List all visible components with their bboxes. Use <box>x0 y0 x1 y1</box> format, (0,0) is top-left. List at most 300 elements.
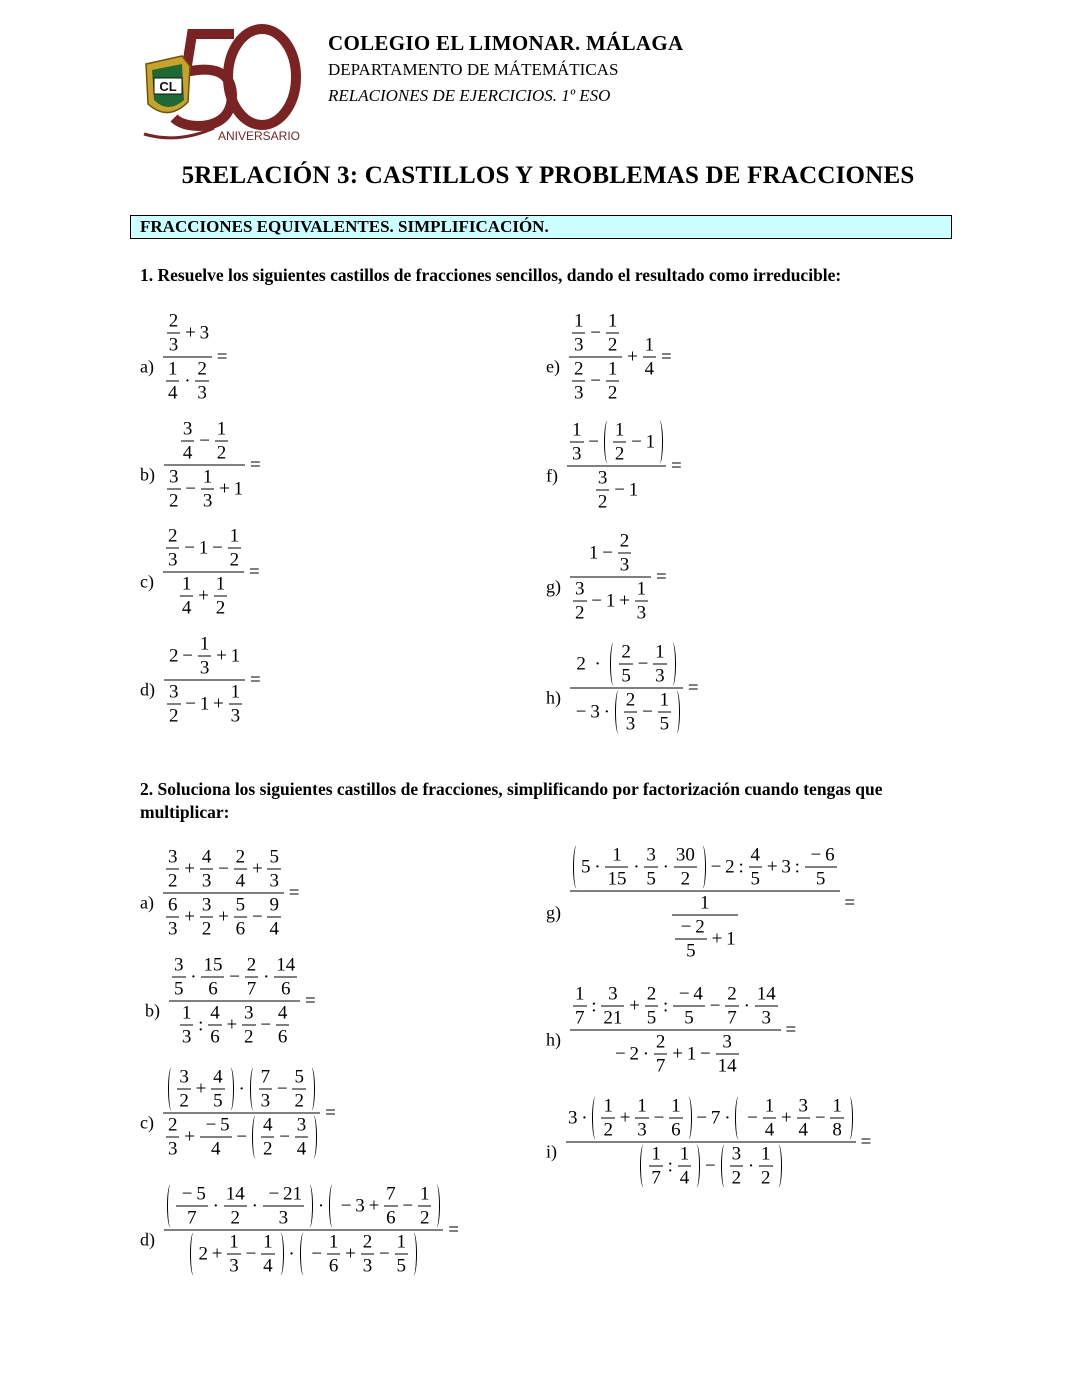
denominator <box>181 442 195 464</box>
math-sequence <box>231 706 241 727</box>
fraction <box>618 531 632 576</box>
math-sequence <box>166 467 243 512</box>
denominator <box>643 358 657 380</box>
denominator <box>395 1255 409 1277</box>
denominator <box>570 1031 781 1077</box>
math-text: 3 <box>625 713 636 735</box>
math-sequence <box>208 979 218 1000</box>
fraction <box>619 642 633 687</box>
fraction <box>295 1115 309 1160</box>
math-sequence <box>294 1091 304 1112</box>
page-title: 5RELACIÓN 3: CASTILLOS Y PROBLEMAS DE FRACCIONES <box>181 162 915 189</box>
left-parenthesis <box>190 1233 197 1276</box>
math-text: − <box>705 995 725 1017</box>
numerator <box>166 895 180 918</box>
math-text: 3 <box>201 894 212 916</box>
fraction <box>200 895 214 940</box>
math-text: 3 <box>181 1026 192 1048</box>
math-sequence <box>178 1184 206 1205</box>
parenthesized-group <box>167 1184 313 1229</box>
math-text: 5 <box>646 1007 657 1029</box>
math-text: 1 <box>328 1231 339 1253</box>
fraction <box>166 359 180 404</box>
math-text: 4 <box>181 597 192 619</box>
exercise-label: h) <box>546 1029 561 1050</box>
math-sequence <box>647 984 657 1005</box>
math-sequence <box>329 1256 339 1277</box>
left-parenthesis <box>735 1097 742 1140</box>
math-sequence <box>203 491 213 512</box>
numerator <box>201 955 224 978</box>
math-text: 2 <box>244 1026 254 1048</box>
numerator <box>619 642 633 665</box>
denominator <box>259 1090 273 1112</box>
math-sequence <box>236 871 246 892</box>
math-sequence <box>169 706 179 727</box>
math-sequence <box>263 1139 273 1160</box>
math-text: 2 <box>169 490 179 512</box>
numerator <box>606 311 620 334</box>
math-text: 2 <box>201 918 212 940</box>
fraction <box>274 955 297 1000</box>
math-sequence <box>229 1256 239 1277</box>
math-text: + <box>615 1107 635 1129</box>
denominator <box>166 549 180 571</box>
math-text: 7 <box>246 978 257 1000</box>
math-text: 5 <box>213 1090 223 1112</box>
denominator <box>673 1007 705 1029</box>
math-expression <box>569 531 670 624</box>
right-parenthesis <box>669 643 676 686</box>
fraction <box>164 1184 443 1277</box>
math-sequence <box>575 603 585 624</box>
math-sequence <box>297 1139 307 1160</box>
numerator <box>224 1184 247 1207</box>
logo-badge-text: CL <box>159 79 177 94</box>
document-subtitle: RELACIONES DE EJERCICIOS. 1º ESO <box>328 86 611 105</box>
denominator <box>166 382 180 404</box>
numerator <box>208 1003 222 1026</box>
math-text: 6 <box>277 1026 288 1048</box>
denominator <box>418 1207 432 1229</box>
math-text: 1 <box>575 983 585 1005</box>
math-sequence <box>612 845 622 866</box>
math-text: − 1 + <box>587 590 634 612</box>
math-sequence <box>569 531 670 624</box>
math-sequence <box>765 1120 775 1141</box>
math-text: 2 <box>246 954 257 976</box>
denominator <box>675 940 707 962</box>
fraction <box>198 634 212 679</box>
fraction <box>166 1115 180 1160</box>
numerator <box>635 1096 649 1119</box>
fraction <box>208 1003 222 1048</box>
math-text: 1 <box>216 418 227 440</box>
math-sequence <box>621 642 631 663</box>
fraction <box>572 359 586 404</box>
fraction <box>654 1032 668 1077</box>
math-sequence <box>572 579 649 624</box>
numerator <box>395 1232 409 1255</box>
logo-caption-text: ANIVERSARIO <box>218 129 301 143</box>
fraction <box>201 955 224 1000</box>
numerator <box>572 311 586 334</box>
denominator <box>716 1055 739 1077</box>
math-text: + <box>777 1107 796 1129</box>
denominator <box>674 868 697 890</box>
exercise-label: d) <box>140 679 155 700</box>
math-text: 3 <box>202 490 213 512</box>
math-sequence <box>574 383 584 404</box>
math-text: = <box>212 346 232 368</box>
fraction <box>245 955 259 1000</box>
denominator <box>274 978 297 1000</box>
denominator <box>635 602 649 624</box>
denominator <box>755 1007 778 1029</box>
math-text: = <box>652 566 671 588</box>
right-parenthesis <box>410 1233 417 1276</box>
math-text: = <box>856 1131 876 1153</box>
numerator <box>643 335 657 358</box>
math-text: − <box>811 1107 830 1129</box>
math-sequence <box>182 598 192 619</box>
math-sequence <box>727 984 737 1005</box>
math-text: : <box>194 1014 208 1036</box>
fraction <box>259 1067 273 1112</box>
fraction <box>570 642 683 735</box>
math-text: = <box>246 669 265 691</box>
math-sequence <box>623 690 672 735</box>
math-sequence <box>615 420 625 441</box>
numerator <box>267 895 281 918</box>
math-text: 2 <box>619 530 630 552</box>
fraction <box>601 984 624 1029</box>
math-text: 4 <box>269 918 279 940</box>
denominator <box>384 1207 398 1229</box>
numerator <box>573 984 587 1007</box>
numerator <box>166 847 180 870</box>
numerator <box>276 1003 290 1026</box>
math-sequence <box>189 1232 418 1277</box>
denominator <box>572 334 586 356</box>
numerator <box>166 1115 180 1138</box>
numerator <box>181 419 195 442</box>
parenthesized-group <box>252 1115 317 1160</box>
fraction <box>361 1232 375 1277</box>
math-sequence <box>832 1120 842 1141</box>
school-name: COLEGIO EL LIMONAR. MÁLAGA <box>328 31 684 55</box>
denominator <box>749 868 763 890</box>
parenthesized-group <box>573 845 706 890</box>
math-sequence <box>799 1120 809 1141</box>
numerator <box>635 579 649 602</box>
fraction <box>166 526 180 571</box>
exercise-1e <box>546 311 675 404</box>
math-sequence <box>180 419 229 464</box>
denominator <box>228 549 242 571</box>
math-sequence <box>751 845 761 866</box>
fraction <box>211 1067 225 1112</box>
math-sequence <box>575 984 585 1005</box>
numerator <box>163 311 212 358</box>
math-sequence <box>308 1232 409 1277</box>
denominator <box>570 892 840 962</box>
math-text: + <box>341 1243 360 1265</box>
fraction <box>645 984 659 1029</box>
fraction <box>261 1232 275 1277</box>
numerator <box>384 1184 398 1207</box>
numerator <box>274 955 297 978</box>
right-parenthesis <box>433 1185 440 1228</box>
math-text: 3 <box>278 1207 289 1229</box>
denominator <box>672 916 738 962</box>
left-parenthesis <box>250 1068 257 1111</box>
math-text: = <box>301 990 320 1012</box>
math-sequence <box>620 531 630 552</box>
denominator <box>163 358 212 404</box>
math-text: 4 <box>201 846 212 868</box>
math-text: 6 <box>210 1026 220 1048</box>
exercise-1d <box>140 634 264 727</box>
math-expression <box>163 1184 463 1277</box>
fraction <box>601 1096 615 1141</box>
fraction <box>624 690 638 735</box>
exercise-label: f) <box>546 465 558 486</box>
parenthesized-group <box>615 690 680 735</box>
math-text: 2 + <box>198 1243 227 1265</box>
math-text: 2 · <box>576 653 610 675</box>
denominator <box>167 705 181 727</box>
denominator <box>658 713 672 735</box>
fraction <box>635 1096 649 1141</box>
math-sequence <box>179 1067 189 1088</box>
right-parenthesis <box>685 1097 692 1140</box>
denominator <box>725 1007 739 1029</box>
math-text: 3 <box>167 846 178 868</box>
math-text: 3 <box>230 705 241 727</box>
math-text: 3 <box>636 602 647 624</box>
left-parenthesis <box>615 691 622 734</box>
math-sequence <box>276 955 295 976</box>
math-text: = <box>781 1019 801 1041</box>
math-text: − 7 · <box>692 1107 735 1129</box>
denominator <box>644 868 658 890</box>
denominator <box>261 1255 275 1277</box>
math-sequence <box>169 491 179 512</box>
denominator <box>654 1055 668 1077</box>
denominator <box>227 1255 241 1277</box>
math-sequence <box>684 1008 694 1029</box>
exercise-2d <box>140 1184 463 1277</box>
numerator <box>605 845 628 868</box>
numerator <box>730 1144 744 1167</box>
math-sequence <box>603 1096 613 1117</box>
left-parenthesis <box>604 421 611 464</box>
numerator <box>572 359 586 382</box>
math-sequence <box>162 311 231 404</box>
math-sequence <box>655 666 665 687</box>
math-sequence <box>197 383 207 404</box>
math-text: 14 <box>225 1183 245 1205</box>
math-text: 7 <box>260 1066 271 1088</box>
math-sequence <box>832 1096 842 1117</box>
math-sequence <box>568 311 675 404</box>
math-text: 1 <box>167 358 178 380</box>
math-text: 6 <box>328 1255 339 1277</box>
math-text: 4 <box>764 1119 775 1141</box>
exercise-label: i) <box>546 1141 557 1162</box>
math-text: 5 <box>684 1007 694 1029</box>
math-text: 9 <box>269 894 279 916</box>
denominator <box>596 491 610 513</box>
numerator <box>201 467 215 490</box>
numerator <box>172 955 186 978</box>
math-sequence <box>615 444 625 465</box>
math-text: : <box>587 995 601 1017</box>
math-text: 2 <box>419 1207 430 1229</box>
exercise-2h <box>546 984 800 1077</box>
math-sequence <box>637 1120 647 1141</box>
denominator <box>167 334 181 356</box>
math-text: 1 <box>603 1095 613 1117</box>
math-text: − <box>638 701 657 723</box>
denominator <box>613 443 627 465</box>
numerator <box>198 634 212 657</box>
left-parenthesis <box>640 1145 647 1188</box>
math-text: 3 <box>169 681 179 703</box>
fraction <box>566 1096 856 1189</box>
math-text: + <box>180 1126 199 1148</box>
numerator <box>215 419 229 442</box>
math-sequence <box>651 1168 661 1189</box>
math-expression <box>568 311 675 404</box>
math-sequence <box>163 419 264 512</box>
math-text: 1 <box>832 1095 842 1117</box>
math-sequence <box>608 359 618 380</box>
math-text: 5 · <box>581 856 605 878</box>
math-sequence <box>572 845 838 890</box>
denominator <box>200 870 214 892</box>
math-text: 3 <box>201 870 212 892</box>
denominator <box>606 334 620 356</box>
numerator <box>763 1096 777 1119</box>
math-text: 2 <box>607 334 618 356</box>
exercise-label: a) <box>140 892 154 913</box>
denominator <box>797 1119 811 1141</box>
math-sequence <box>598 468 608 489</box>
math-sequence <box>618 642 667 687</box>
math-sequence <box>576 642 676 687</box>
math-sequence <box>203 955 222 976</box>
numerator <box>725 984 739 1007</box>
fraction <box>606 311 620 356</box>
parenthesized-group <box>329 1184 440 1229</box>
math-text: − <box>181 478 200 500</box>
math-sequence <box>168 919 178 940</box>
math-text: 14 <box>276 954 296 976</box>
math-text: − 6 <box>806 844 835 866</box>
math-sequence <box>168 955 320 1048</box>
numerator <box>566 1096 856 1143</box>
math-sequence <box>166 682 243 727</box>
parenthesized-group <box>640 1144 700 1189</box>
math-sequence <box>211 1139 221 1160</box>
numerator <box>672 893 738 916</box>
math-sequence <box>568 1096 854 1141</box>
numerator <box>164 1184 443 1231</box>
math-sequence <box>626 714 636 735</box>
parenthesized-group <box>190 1232 283 1277</box>
fraction <box>228 526 242 571</box>
math-sequence <box>337 1184 432 1229</box>
math-sequence <box>260 1115 309 1160</box>
parenthesized-group <box>610 642 675 687</box>
math-sequence <box>263 1232 273 1253</box>
math-sequence <box>174 979 184 1000</box>
fraction <box>200 847 214 892</box>
math-text: + 3 <box>181 322 210 344</box>
math-sequence <box>608 311 618 332</box>
math-text: · <box>234 1078 249 1100</box>
denominator <box>292 1090 306 1112</box>
math-text: − <box>195 430 214 452</box>
section-header: FRACCIONES EQUIVALENTES. SIMPLIFICACIÓN. <box>130 215 952 239</box>
math-sequence <box>197 359 207 380</box>
math-sequence <box>656 1056 666 1077</box>
math-text: 3 <box>575 578 585 600</box>
exercise-1h <box>546 642 702 735</box>
fraction <box>163 311 212 404</box>
numerator <box>261 1232 275 1255</box>
math-text: 2 <box>731 1167 742 1189</box>
math-text: + <box>194 585 213 607</box>
math-sequence <box>676 845 695 866</box>
math-sequence <box>571 311 620 356</box>
math-text: 1 <box>181 1002 192 1024</box>
denominator <box>242 1026 256 1048</box>
math-sequence <box>202 895 212 916</box>
numerator <box>234 847 248 870</box>
exercise-label: a) <box>140 356 154 377</box>
math-text: 5 <box>269 846 279 868</box>
math-expression <box>163 634 264 727</box>
right-parenthesis <box>699 846 706 889</box>
fraction <box>573 579 587 624</box>
numerator <box>716 1032 739 1055</box>
numerator <box>675 917 707 940</box>
exercise-2a <box>140 847 303 940</box>
numerator <box>229 682 243 705</box>
math-sequence <box>680 1168 690 1189</box>
math-sequence <box>671 1120 681 1141</box>
math-text: − <box>584 431 603 453</box>
math-text: 5 <box>235 894 246 916</box>
numerator <box>755 984 778 1007</box>
math-text: − 5 <box>201 1114 230 1136</box>
math-sequence <box>236 919 246 940</box>
numerator <box>228 526 242 549</box>
math-sequence <box>269 871 279 892</box>
math-text: 1 <box>764 1095 775 1117</box>
denominator <box>166 1138 180 1160</box>
math-sequence <box>420 1208 430 1229</box>
math-sequence <box>165 1115 318 1160</box>
math-text: 1 <box>700 892 710 914</box>
numerator <box>167 467 181 490</box>
math-sequence <box>213 1091 223 1112</box>
denominator <box>573 602 587 624</box>
numerator <box>570 984 781 1031</box>
